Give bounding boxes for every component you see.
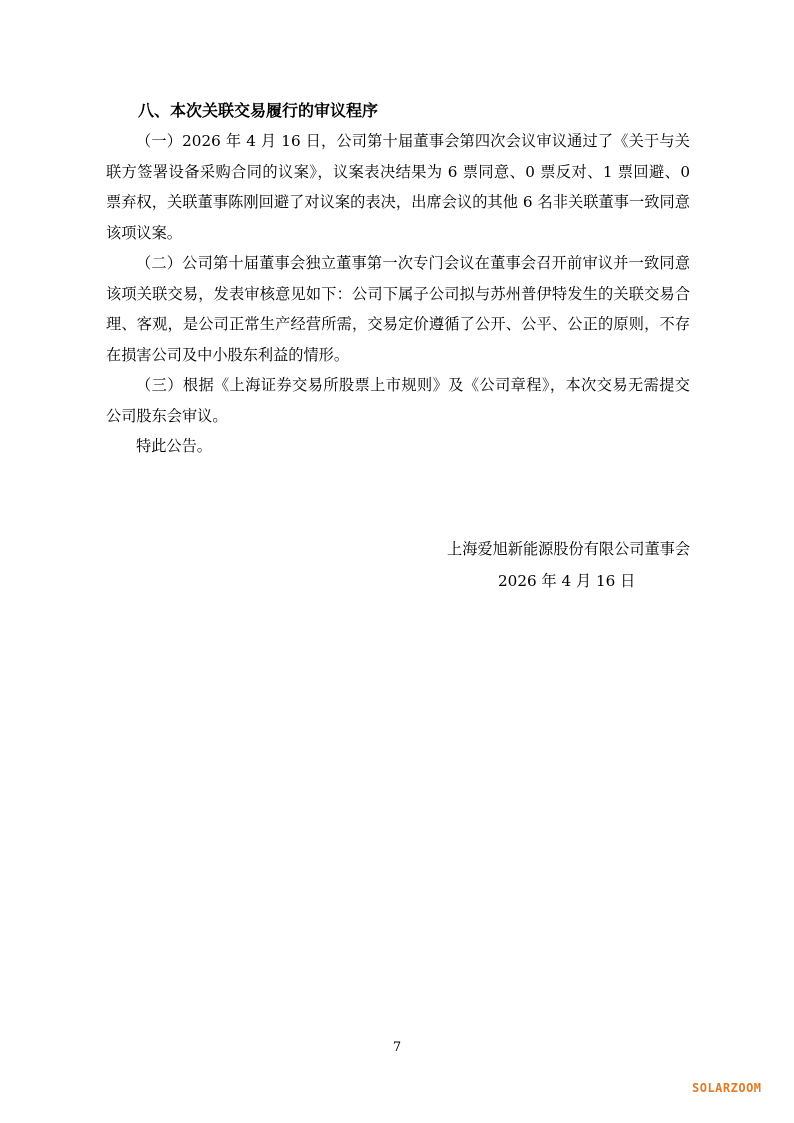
document-body (106, 96, 690, 462)
section-heading: 八、本次关联交易履行的审议程序 (138, 101, 379, 120)
watermark-logo: SOLARZOOM (692, 1081, 762, 1095)
paragraph-board-approval: （一）2026 年 4 月 16 日，公司第十届董事会第四次会议审议通过了《关于与关联方签署设备采购合同的议案》，议案表决结果为 6 票同意、0 票反对、1 票回避、0 票弃权，关联董事陈刚回避了对议案的表决，出席会议的其他 6 名非关联董事一致同意该项议案。 (106, 132, 690, 242)
signature-company: 上海爱旭新能源股份有限公司董事会 (447, 540, 690, 558)
paragraph-closing: 特此公告。 (136, 437, 212, 455)
page-number: 7 (392, 1040, 402, 1055)
paragraph-independent-directors: （二）公司第十届董事会独立董事第一次专门会议在董事会召开前审议并一致同意该项关联交易，发表审核意见如下：公司下属子公司拟与苏州普伊特发生的关联交易合理、客观，是公司正常生产经营所需，交易定价遵循了公开、公平、公正的原则，不存在损害公司及中小股东利益的情形。 (106, 254, 690, 364)
signature-date: 2026 年 4 月 16 日 (498, 572, 636, 590)
paragraph-listing-rules: （三）根据《上海证券交易所股票上市规则》及《公司章程》，本次交易无需提交公司股东会审议。 (106, 376, 690, 425)
